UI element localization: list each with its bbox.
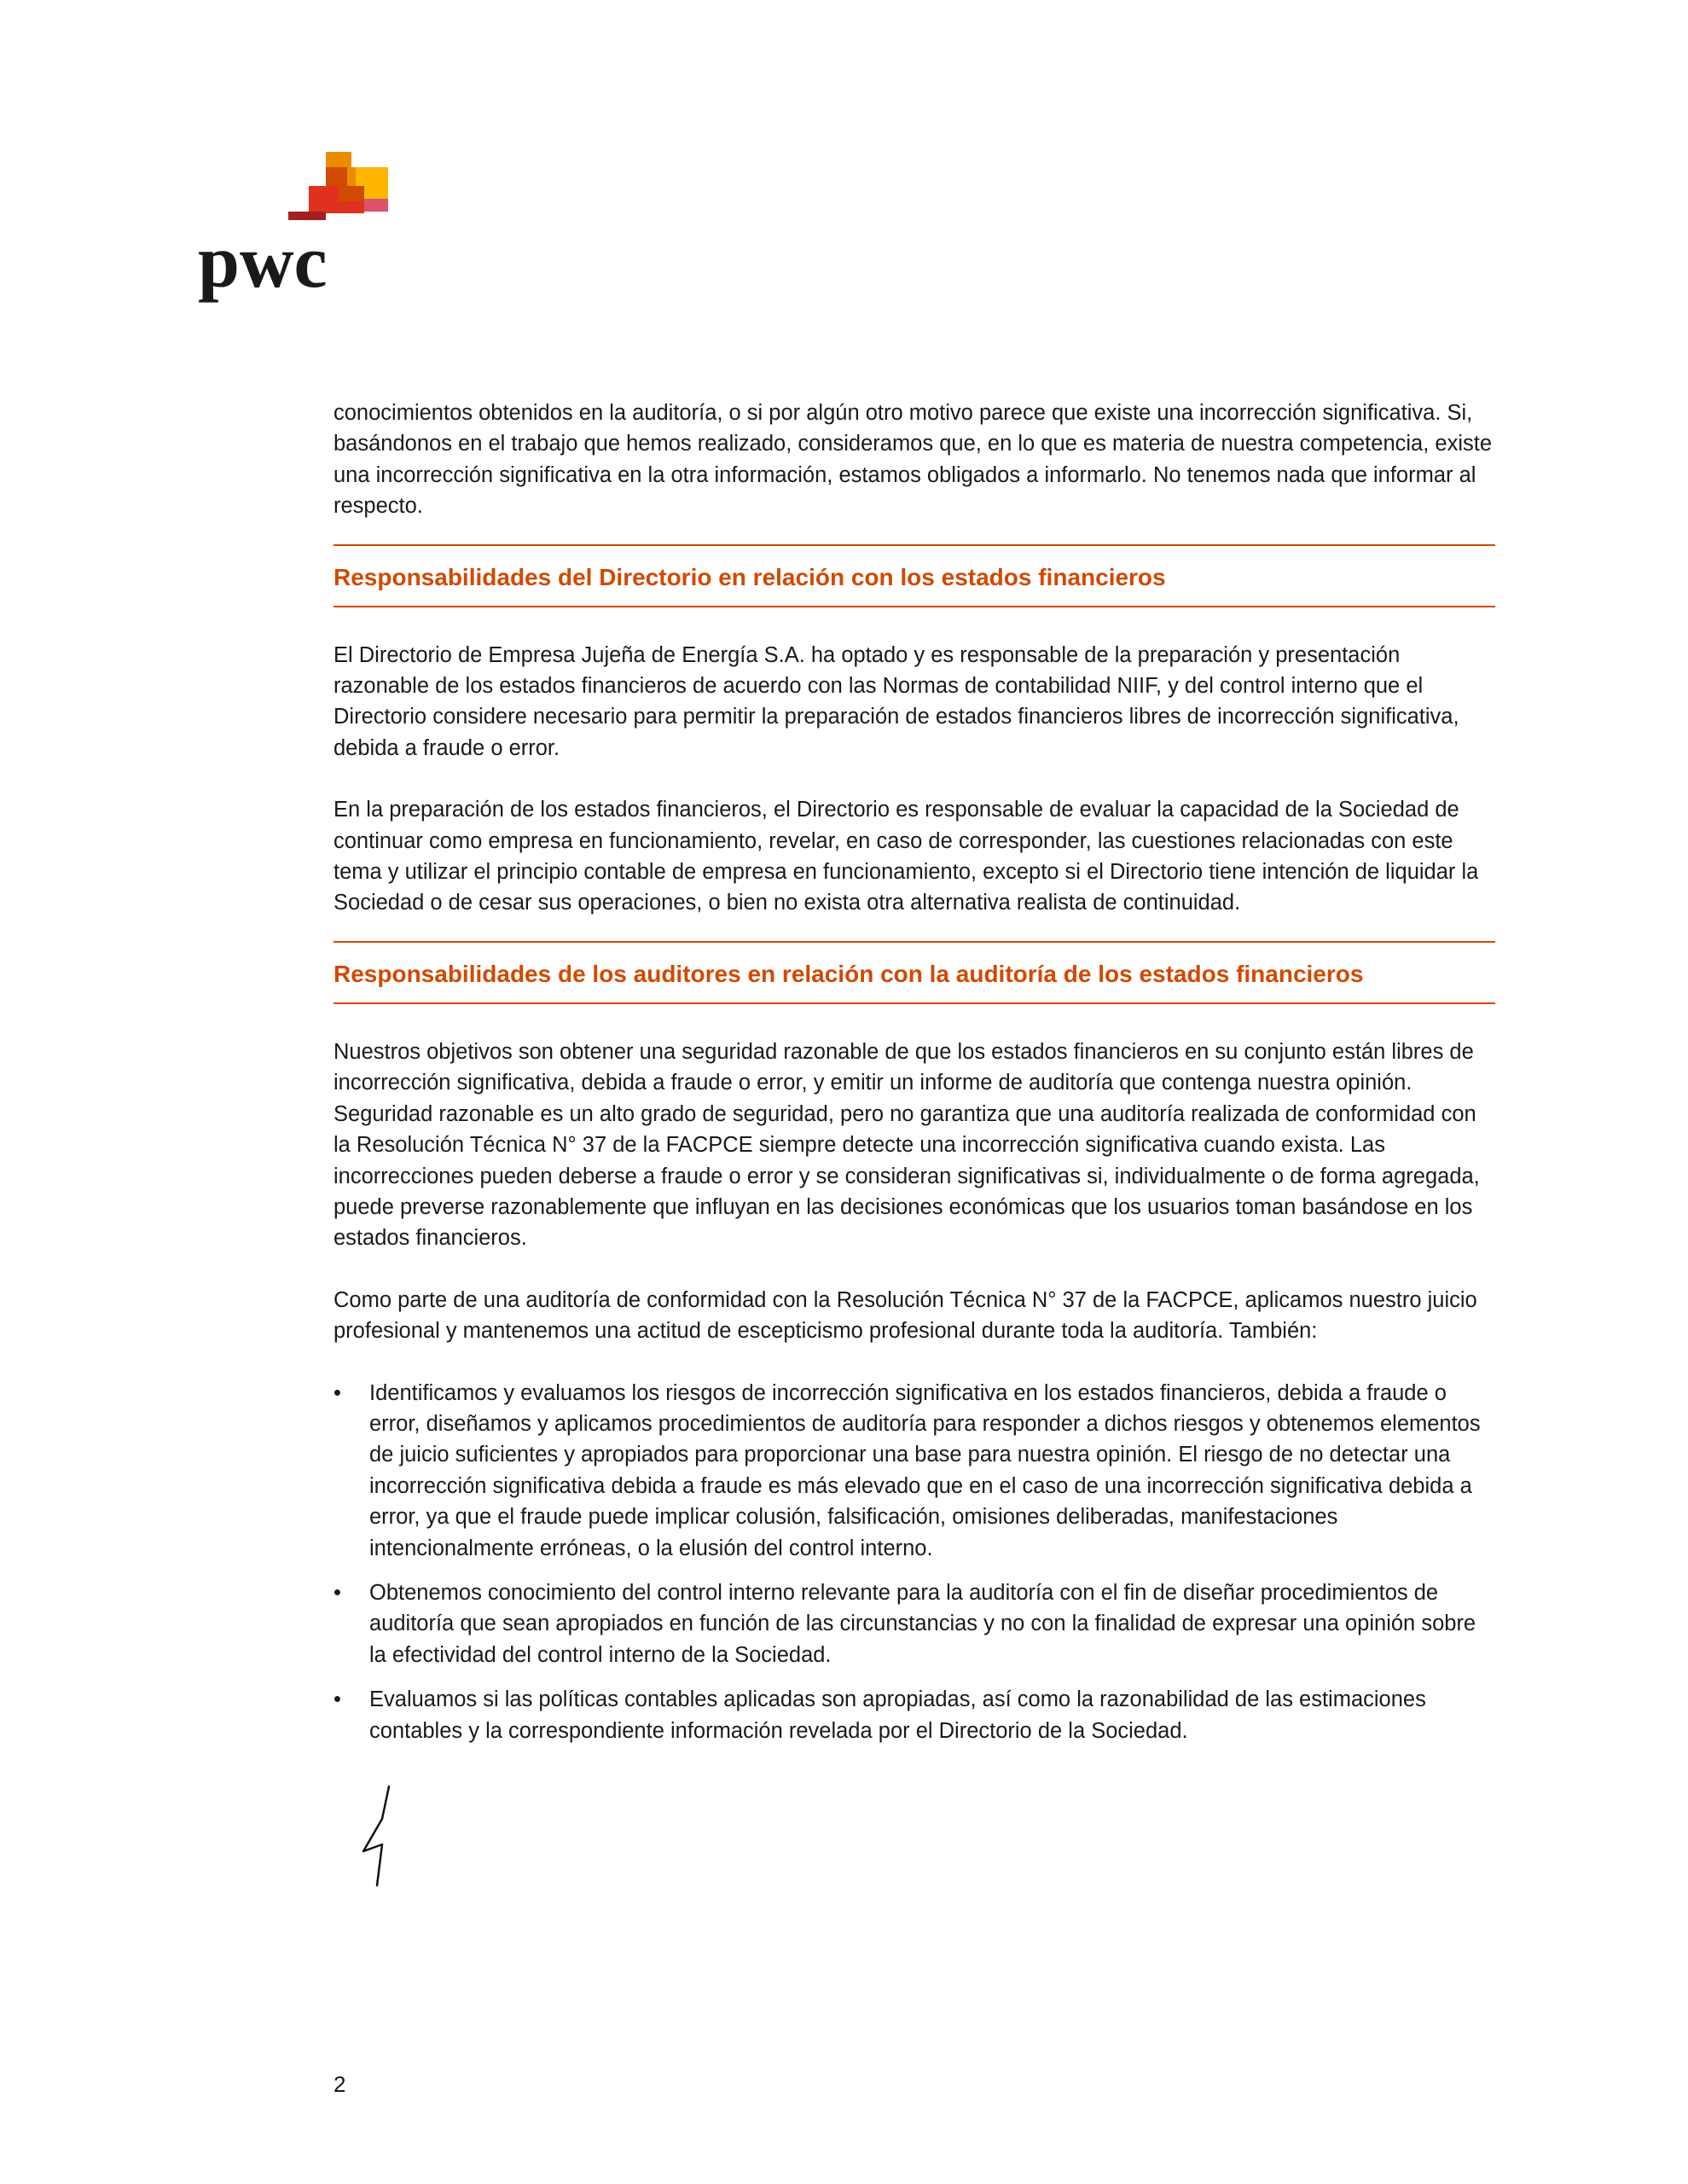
list-item-text: Obtenemos conocimiento del control interno relevante para la auditoría con el fin de diseñar procedimientos de auditoría que sean apropiados en función de las circunstancias y no con la finalidad de expresar una opinión sobre la efectividad del control interno de la Sociedad. [369, 1580, 1476, 1667]
bullet-icon: • [334, 1687, 341, 1712]
pwc-logo [198, 152, 403, 314]
pwc-logo-graphic [198, 152, 403, 314]
bullet-icon: • [334, 1380, 341, 1405]
list-item-text: Evaluamos si las políticas contables aplicadas son apropiadas, así como la razonabilidad de las estimaciones contables y la correspondiente información revelada por el Directorio de la Sociedad. [369, 1687, 1426, 1743]
list-item-text: Identificamos y evaluamos los riesgos de incorrección significativa en los estados financieros, debida a fraude o error, diseñamos y aplicamos procedimientos de auditoría para responder a dichos riesgos y obtenemos elementos de juicio suficientes y apropiados para proporcionar una base para nuestra opinión. El riesgo de no detectar una incorrección significativa debida a fraude es más elevado que en el caso de una incorrección significativa debida a error, ya que el fraude puede implicar colusión, falsificación, omisiones deliberadas, manifestaciones intencionalmente erróneas, o la elusión del control interno. [369, 1380, 1481, 1560]
page-number: 2 [334, 2071, 346, 2097]
signature-initial-icon [357, 1785, 408, 1887]
logo-wordmark: pwc [198, 221, 328, 304]
audit-procedures-list [334, 1378, 1495, 1746]
section2-paragraph-2: Como parte de una auditoría de conformidad con la Resolución Técnica N° 37 de la FACPCE, aplicamos nuestro juicio profesional y mantenemos una actitud de escepticismo profesional durante toda la auditoría. También: [334, 1287, 1477, 1344]
section2-paragraph-1: Nuestros objetivos son obtener una seguridad razonable de que los estados financieros en su conjunto están libres de incorrección significativa, debida a fraude o error, y emitir un informe de auditoría que contenga nuestra opinión. Seguridad razonable es un alto grado de seguridad, pero no garantiza que una auditoría realizada de conformidad con la Resolución Técnica N° 37 de la FACPCE siempre detecte una incorrección significativa cuando exista. Las incorrecciones pueden deberse a fraude o error y se consideran significativas si, individualmente o de forma agregada, puede preverse razonablemente que influyan en las decisiones económicas que los usuarios toman basándose en los estados financieros. [334, 1039, 1480, 1251]
section-heading-directorio: Responsabilidades del Directorio en relación con los estados financieros [334, 544, 1495, 607]
intro-paragraph: conocimientos obtenidos en la auditoría, o si por algún otro motivo parece que existe una incorrección significativa. Si, basándonos en el trabajo que hemos realizado, consideramos que, en lo que es materia de nuestra competencia, existe una incorrección significativa en la otra información, estamos obligados a informarlo. No tenemos nada que informar al respecto. [334, 401, 1493, 519]
bullet-icon: • [334, 1580, 341, 1605]
section-heading-auditores: Responsabilidades de los auditores en relación con la auditoría de los estados financieros [334, 941, 1495, 1004]
list-item [334, 1684, 1495, 1746]
document-body [334, 398, 1495, 1760]
list-item [334, 1577, 1495, 1670]
section1-paragraph-2: En la preparación de los estados financieros, el Directorio es responsable de evaluar la capacidad de la Sociedad de continuar como empresa en funcionamiento, revelar, en caso de corresponder, las cuestiones relacionadas con este tema y utilizar el principio contable de empresa en funcionamiento, excepto si el Directorio tiene intención de liquidar la Sociedad o de cesar sus operaciones, o bien no exista otra alternativa realista de continuidad. [334, 798, 1479, 915]
list-item [334, 1378, 1495, 1564]
section1-paragraph-1: El Directorio de Empresa Jujeña de Energía S.A. ha optado y es responsable de la preparación y presentación razonable de los estados financieros de acuerdo con las Normas de contabilidad NIIF, y del control interno que el Directorio considere necesario para permitir la preparación de estados financieros libres de incorrección significativa, debida a fraude o error. [334, 642, 1459, 760]
